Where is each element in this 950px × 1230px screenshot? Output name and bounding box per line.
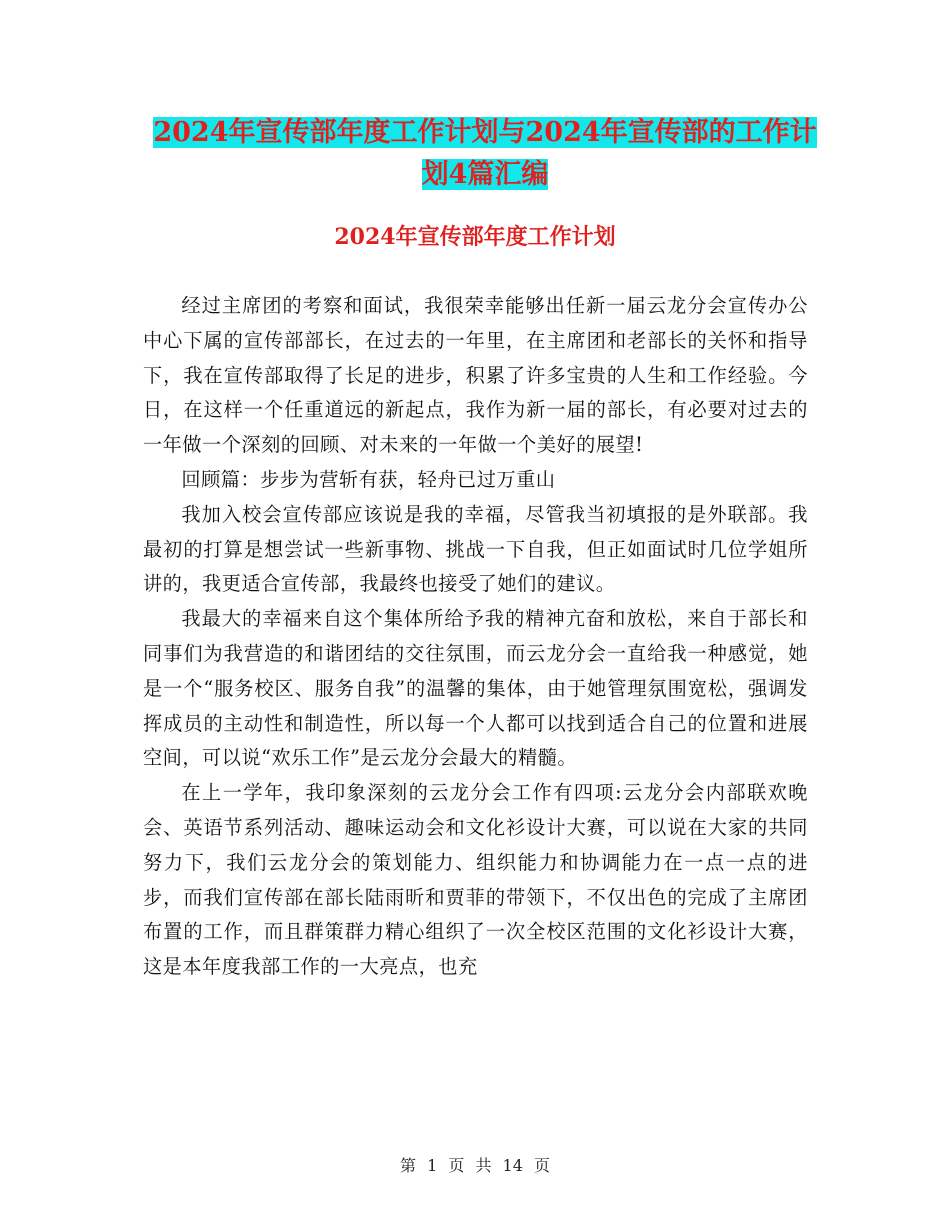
paragraph: 经过主席团的考察和面试，我很荣幸能够出任新一届云龙分会宣传办公中心下属的宣传部部长，在过去的一年里，在主席团和老部长的关怀和指导下，我在宣传部取得了长足的进步，积累了许多宝贵的人生和工作经验。今日，在这样一个任重道远的新起点，我作为新一届的部长，有必要对过去的一年做一个深刻的回顾、对未来的一年做一个美好的展望! — [143, 294, 808, 457]
paragraph: 回顾篇：步步为营斩有获，轻舟已过万重山 — [181, 467, 556, 491]
paragraph: 在上一学年，我印象深刻的云龙分会工作有四项:云龙分会内部联欢晚会、英语节系列活动、趣味运动会和文化衫设计大赛，可以说在大家的共同努力下，我们云龙分会的策划能力、组织能力和协调能力在一点一点的进步，而我们宣传部在部长陆雨昕和贾菲的带领下，不仅出色的完成了主席团布置的工作，而且群策群力精心组织了一次全校区范围的文化衫设计大赛，这是本年度我部工作的一大亮点，也充 — [143, 781, 808, 979]
page-footer: 第 1 页 共 14 页 — [400, 1156, 550, 1175]
paragraph: 我最大的幸福来自这个集体所给予我的精神亢奋和放松，来自于部长和同事们为我营造的和谐团结的交往氛围，而云龙分会一直给我一种感觉，她是一个“服务校区、服务自我”的温馨的集体，由于她管理氛围宽松，强调发挥成员的主动性和制造性，所以每一个人都可以找到适合自己的位置和进展空间，可以说“欢乐工作”是云龙分会最大的精髓。 — [143, 607, 808, 770]
document-title-text: 2024年宣传部年度工作计划与2024年宣传部的工作计划4篇汇编 — [153, 117, 817, 190]
paragraph: 我加入校会宣传部应该说是我的幸福，尽管我当初填报的是外联部。我最初的打算是想尝试一些新事物、挑战一下自我，但正如面试时几位学姐所讲的，我更适合宣传部，我最终也接受了她们的建议。 — [143, 502, 808, 596]
document-body — [143, 289, 808, 985]
document-title — [140, 112, 830, 196]
section-title: 2024年宣传部年度工作计划 — [334, 224, 616, 250]
